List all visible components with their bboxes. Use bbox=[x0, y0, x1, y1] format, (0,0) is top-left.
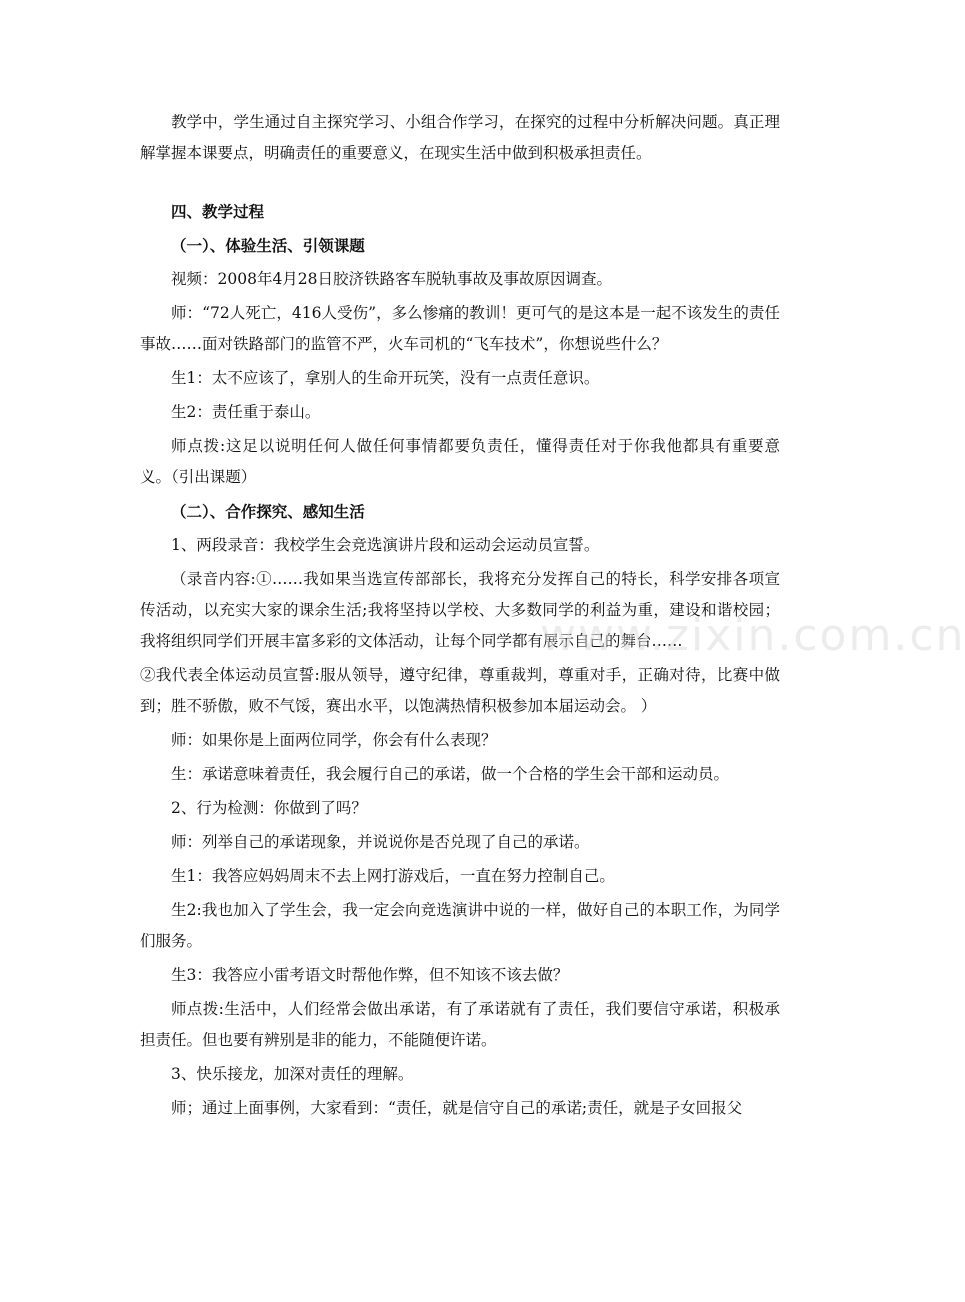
document-body bbox=[140, 107, 780, 1127]
paragraph-teacher-comment: 师点拨:这足以说明任何人做任何事情都要负责任，懂得责任对于你我他都具有重要意义。（引出课题） bbox=[140, 437, 780, 486]
paragraph-student-2: 生2：责任重于泰山。 bbox=[171, 403, 321, 421]
paragraph-student-2b: 生2:我也加入了学生会，我一定会向竞选演讲中说的一样，做好自己的本职工作，为同学们服务。 bbox=[140, 901, 780, 950]
intro-paragraph: 教学中，学生通过自主探究学习、小组合作学习，在探究的过程中分析解决问题。真正理解掌握本课要点，明确责任的重要意义，在现实生活中做到积极承担责任。 bbox=[140, 113, 780, 162]
paragraph-teacher-comment-2: 师点拨:生活中，人们经常会做出承诺，有了承诺就有了责任，我们要信守承诺，积极承担责任。但也要有辨别是非的能力，不能随便许诺。 bbox=[140, 1000, 780, 1049]
subsection-heading-1: （一）、体验生活、引领课题 bbox=[171, 236, 365, 255]
paragraph-teacher-ask: 师：如果你是上面两位同学，你会有什么表现？ bbox=[171, 731, 497, 749]
paragraph-recordings: 1、两段录音：我校学生会竞选演讲片段和运动会运动员宣誓。 bbox=[171, 536, 600, 554]
paragraph-student-3: 生3：我答应小雷考语文时帮他作弊，但不知该不该去做？ bbox=[171, 966, 569, 984]
paragraph-behavior-check: 2、行为检测：你做到了吗？ bbox=[171, 799, 367, 817]
paragraph-recording-content-1: （录音内容:①……我如果当选宣传部部长，我将充分发挥自己的特长，科学安排各项宣传活动，以充实大家的课余生活;我将坚持以学校、大多数同学的利益为重，建设和谐校园；我将组织同学们开展丰富多彩的文体活动，让每个同学都有展示自己的舞台…… bbox=[140, 570, 780, 650]
subsection-heading-2: （二）、合作探究、感知生活 bbox=[171, 502, 365, 521]
paragraph-student-1: 生1：太不应该了，拿别人的生命开玩笑，没有一点责任意识。 bbox=[171, 369, 600, 387]
paragraph-student-1b: 生1：我答应妈妈周末不去上网打游戏后，一直在努力控制自己。 bbox=[171, 867, 615, 885]
watermark: www.zixin.com.cn bbox=[540, 610, 965, 661]
paragraph-teacher-question: 师：“72人死亡，416人受伤”，多么惨痛的教训！更可气的是这本是一起不该发生的责任事故……面对铁路部门的监管不严，火车司机的“飞车技术”，你想说些什么？ bbox=[140, 304, 780, 353]
paragraph-student-answer: 生：承诺意味着责任，我会履行自己的承诺，做一个合格的学生会干部和运动员。 bbox=[171, 765, 730, 783]
paragraph-recording-content-2: ②我代表全体运动员宣誓:服从领导，遵守纪律，尊重裁判，尊重对手，正确对待，比赛中做到；胜不骄傲，败不气馁，赛出水平，以饱满热情积极参加本届运动会。 ） bbox=[140, 666, 780, 715]
paragraph-teacher-summary: 师；通过上面事例，大家看到：“责任，就是信守自己的承诺;责任，就是子女回报父 bbox=[171, 1099, 743, 1117]
section-heading-teaching-process: 四、教学过程 bbox=[171, 202, 265, 221]
paragraph-relay: 3、快乐接龙，加深对责任的理解。 bbox=[171, 1065, 414, 1083]
paragraph-teacher-list: 师：列举自己的承诺现象，并说说你是否兑现了自己的承诺。 bbox=[171, 833, 590, 851]
paragraph-video: 视频：2008年4月28日胶济铁路客车脱轨事故及事故原因调查。 bbox=[171, 270, 613, 288]
